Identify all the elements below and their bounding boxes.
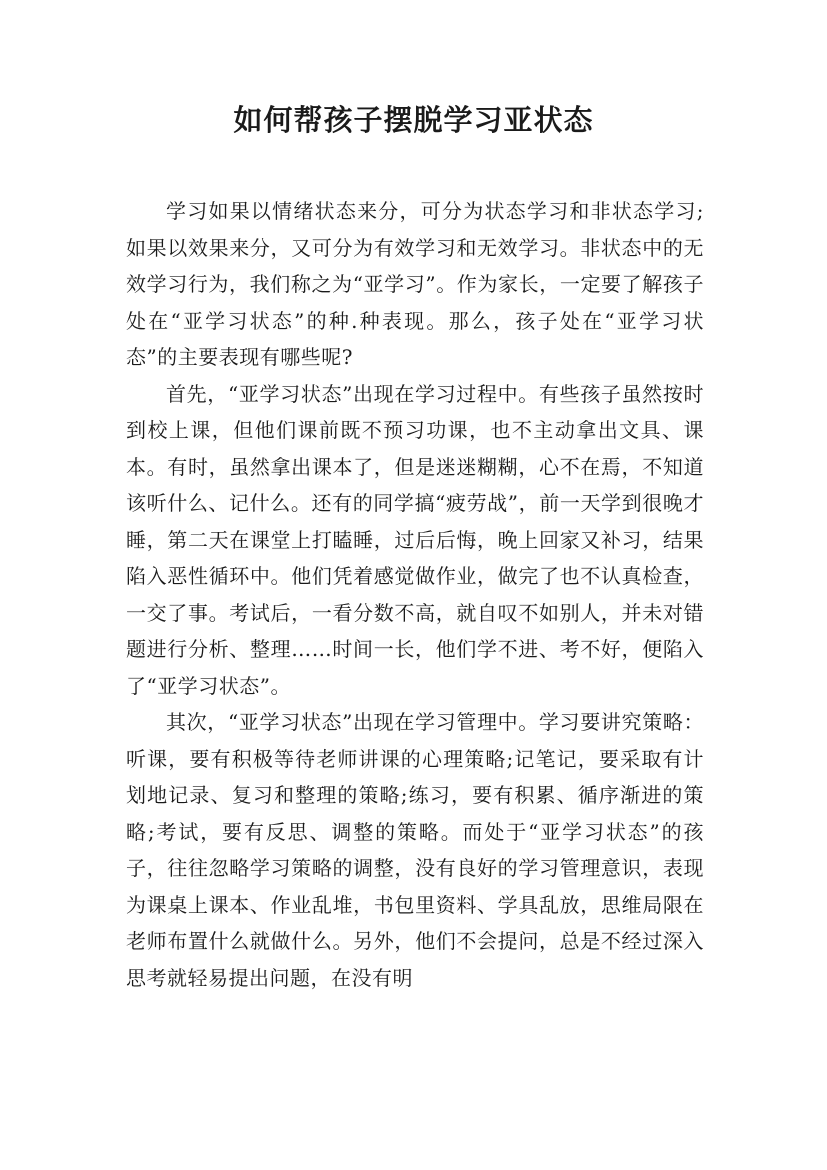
document-title: 如何帮孩子摆脱学习亚状态	[233, 103, 594, 137]
paragraph-1: 学习如果以情绪状态来分，可分为状态学习和非状态学习;如果以效果来分，又可分为有效学习和无效学习。非状态中的无效学习行为，我们称之为“亚学习”。作为家长，一定要了解孩子处在“亚学习状态”的种.种表现。那么，孩子处在“亚学习状态”的主要表现有哪些呢?	[126, 199, 704, 369]
paragraph-2: 首先，“亚学习状态”出现在学习过程中。有些孩子虽然按时到校上课，但他们课前既不预习功课，也不主动拿出文具、课本。有时，虽然拿出课本了，但是迷迷糊糊，心不在焉，不知道该听什么、记什么。还有的同学搞“疲劳战”，前一天学到很晚才睡，第二天在课堂上打瞌睡，过后后悔，晚上回家又补习，结果陷入恶性循环中。他们凭着感觉做作业，做完了也不认真检查，一交了事。考试后，一看分数不高，就自叹不如别人，并未对错题进行分析、整理……时间一长，他们学不进、考不好，便陷入了“亚学习状态”。	[126, 381, 704, 698]
document-body	[126, 193, 704, 996]
paragraph-3: 其次，“亚学习状态”出现在学习管理中。学习要讲究策略：听课，要有积极等待老师讲课的心理策略;记笔记，要采取有计划地记录、复习和整理的策略;练习，要有积累、循序渐进的策略;考试，要有反思、调整的策略。而处于“亚学习状态”的孩子，往往忽略学习策略的调整，没有良好的学习管理意识，表现为课桌上课本、作业乱堆，书包里资料、学具乱放，思维局限在老师布置什么就做什么。另外，他们不会提问，总是不经过深入思考就轻易提出问题，在没有明	[126, 710, 704, 990]
